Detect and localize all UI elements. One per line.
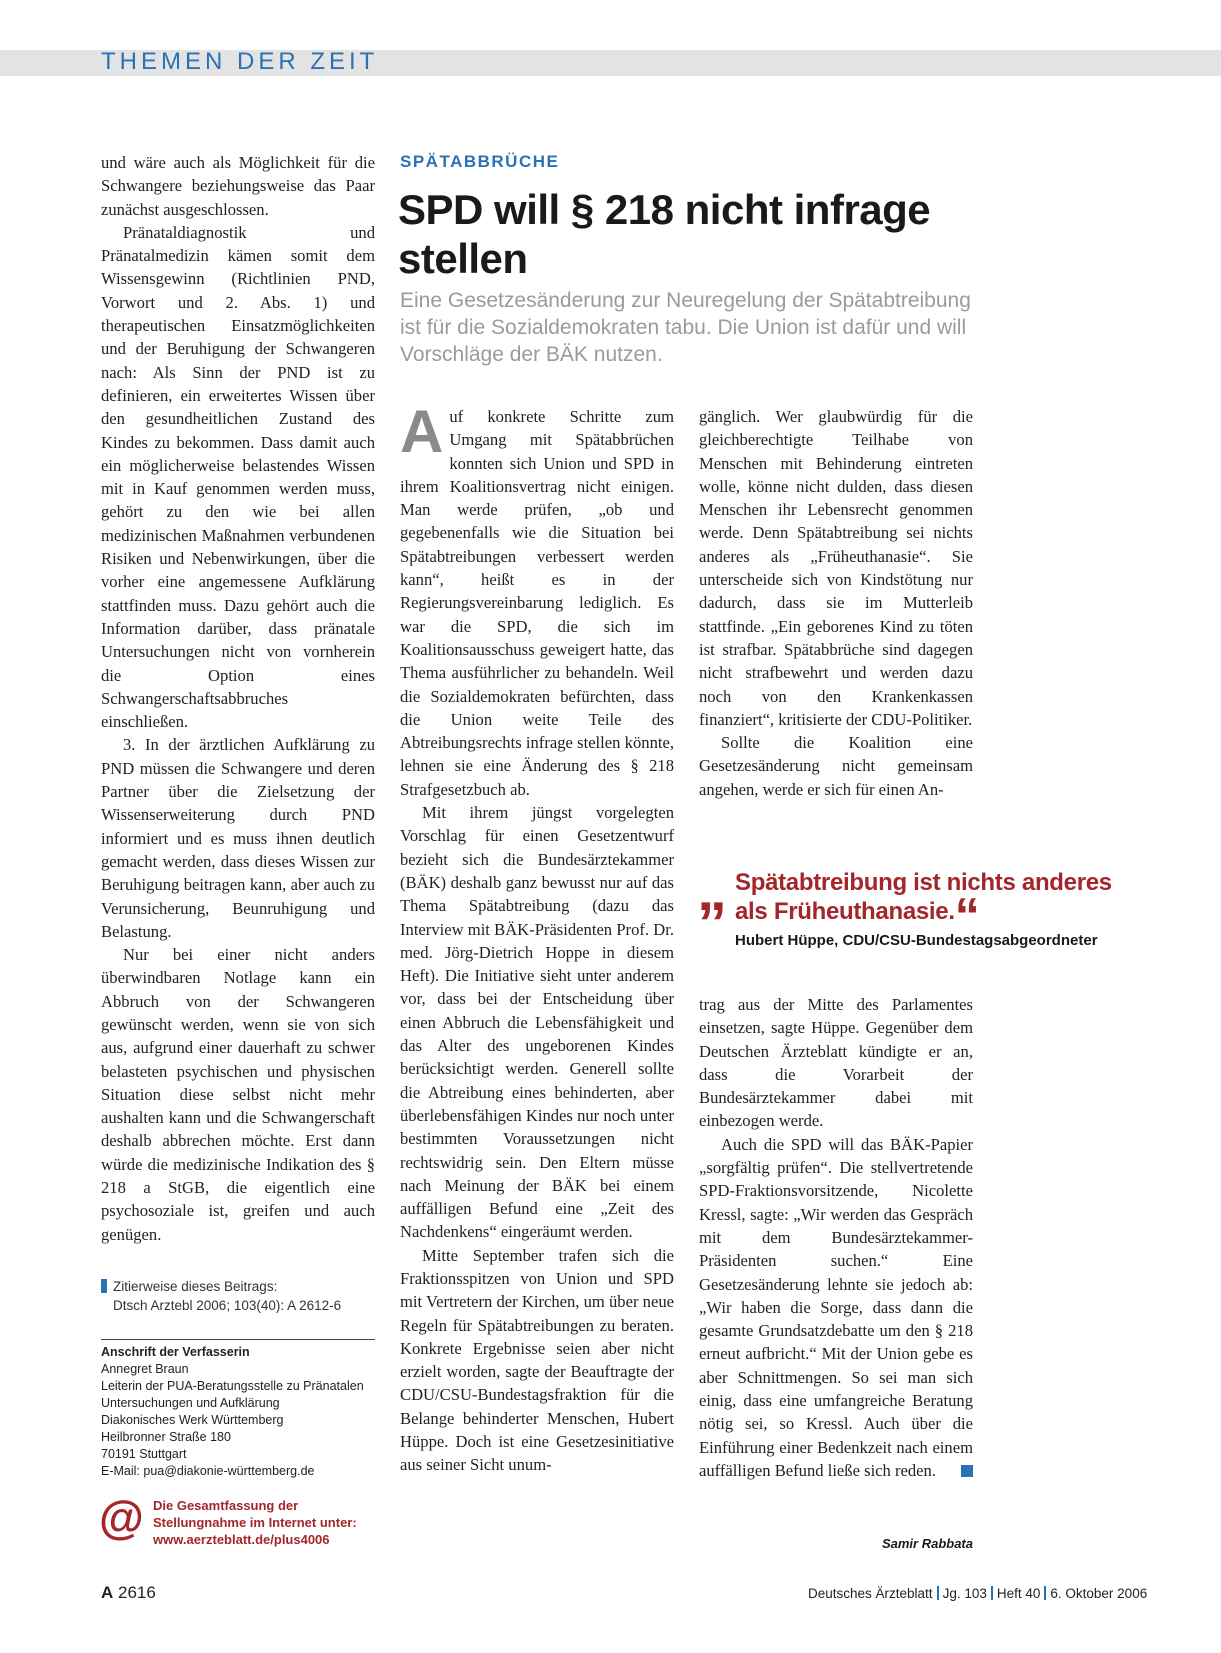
citation bbox=[101, 1277, 375, 1315]
article-subhead: Eine Gesetzesänderung zur Neuregelung der Spätabtreibung ist für die Sozialdemokraten tabu. Die Union ist dafür und will Vorschläge der BÄK nutzen. bbox=[400, 289, 971, 366]
paragraph: Nur bei einer nicht anders überwindbaren Notlage kann ein Abbruch von der Schwangeren gewünscht werden, wenn sie von sich aus, aufgrund einer dauerhaft zu schwer belasteten psychischen und physischen Situation diese selbst nicht mehr aushalten kann und die Schwangerschaft deshalb abbrechen möchte. Erst dann würde die medizinische Indikation des § 218 a StGB, die eigentlich eine psychosoziale ist, greifen und auch genügen. bbox=[101, 945, 375, 1244]
address-line: Untersuchungen und Aufklärung bbox=[101, 1396, 280, 1410]
address-line: E-Mail: pua@diakonie-württemberg.de bbox=[101, 1464, 315, 1478]
column-3-bottom bbox=[699, 993, 973, 1482]
page-number-value: 2616 bbox=[118, 1583, 156, 1602]
quote-text: Spätabtreibung ist nichts anderes als Früheuthanasie. bbox=[735, 869, 1112, 925]
journal-footer bbox=[808, 1586, 1147, 1601]
web-note: Die Gesamtfassung der Stellungnahme im Internet unter: www.aerzteblatt.de/plus4006 bbox=[153, 1498, 357, 1547]
quote-open-mark: „ bbox=[697, 856, 727, 923]
drop-cap: A bbox=[400, 398, 444, 465]
article-kicker: SPÄTABBRÜCHE bbox=[400, 152, 560, 171]
column-2 bbox=[400, 398, 674, 1477]
column-3-top bbox=[699, 405, 973, 801]
article-author: Samir Rabbata bbox=[881, 1536, 973, 1551]
citation-line-1: Zitierweise dieses Beitrags: bbox=[113, 1279, 278, 1294]
address-divider bbox=[101, 1339, 375, 1340]
paragraph-text: Auch die SPD will das BÄK-Papier „sorgfältig prüfen“. Die stellvertretende SPD-Fraktionsvorsitzende, Nicolette Kressl, sagte: „Wir werden das Gespräch mit dem Bundesärztekammer-Präsidenten suchen.“ Eine Gesetzesänderung lehnte sie jedoch ab: „Wir haben die Sorge, dass dann die gesamte Grundsatzdebatte um den § 218 erneut aufbricht.“ Mit der Union gebe es aber Schnittmengen. So sei man sich einig, dass eine umfangreiche Beratung nötig sei, so Kressl. Auch über die Einführung einer Bedenkzeit nach einem auffälligen Befund ließe sich reden. bbox=[699, 1134, 973, 1480]
paragraph: Pränataldiagnostik und Pränatalmedizin kämen somit dem Wissensgewinn (Richtlinien PND, Vorwort und 2. Abs. 1) und therapeutischen Einsatzmöglichkeiten und der Beruhigung der Schwangeren nach: Als Sinn der PND ist zu definieren, ein erweitertes Wissen über den gesundheitlichen Zustand des Kindes zu bekommen. Dass damit auch ein möglicherweise belastendes Wissen mit in Kauf genommen werden muss, gehört zu den wie bei allen medizinischen Maßnahmen verbundenen Risiken und Nebenwirkungen, über die vorher eine angemessene Aufklärung stattfinden muss. Dazu gehört auch die Information darüber, dass pränatale Untersuchungen nicht von vornherein die Option eines Schwangerschaftsabbruches einschließen. bbox=[101, 222, 375, 732]
quote-close-mark: “ bbox=[954, 888, 980, 944]
paragraph: Mitte September trafen sich die Fraktionsspitzen von Union und SPD mit Vertretern der Kirchen, um über neue Regeln für Spätabtreibungen zu beraten. Konkrete Ergebnisse seien aber nicht erzielt worden, sagte der Beauftragte der CDU/CSU-Bundestagsfraktion für die Belange behinderter Menschen, Hubert Hüppe. Doch ist eine Gesetzesinitiative aus seiner Sicht unum- bbox=[400, 1245, 674, 1475]
journal-date: 6. Oktober 2006 bbox=[1050, 1586, 1148, 1601]
paragraph: Sollte die Koalition eine Gesetzesänderung nicht gemeinsam angehen, werde er sich für einen An- bbox=[699, 733, 973, 799]
paragraph: trag aus der Mitte des Parlamentes einsetzen, sagte Hüppe. Gegenüber dem Deutschen Ärzteblatt kündigte er an, dass die Vorarbeit der Bundesärztekammer dabei mit einbezogen werde. bbox=[699, 995, 973, 1131]
page-number bbox=[101, 1583, 156, 1603]
journal-volume: Jg. 103 bbox=[942, 1586, 987, 1601]
journal-name: Deutsches Ärzteblatt bbox=[808, 1586, 933, 1601]
paragraph: und wäre auch als Möglichkeit für die Schwangere beziehungsweise das Paar zunächst ausgeschlossen. bbox=[101, 153, 375, 219]
address-heading: Anschrift der Verfasserin bbox=[101, 1345, 250, 1359]
paragraph bbox=[699, 1133, 973, 1482]
address-line: Heilbronner Straße 180 bbox=[101, 1430, 231, 1444]
footer-separator bbox=[937, 1586, 939, 1600]
address-line: Annegret Braun bbox=[101, 1362, 189, 1376]
article-headline: SPD will § 218 nicht infrage stellen bbox=[398, 186, 931, 282]
at-icon: @ bbox=[99, 1491, 144, 1543]
column-1 bbox=[101, 151, 375, 1246]
paragraph: Mit ihrem jüngst vorgelegten Vorschlag für einen Gesetzentwurf bezieht sich die Bundesärztekammer (BÄK) deshalb ganz bewusst nur auf das Thema Spätabtreibung (dazu das Interview mit BÄK-Präsidenten Prof. Dr. med. Jörg-Dietrich Hoppe in diesem Heft). Die Initiative sieht unter anderem vor, dass bei der Entscheidung über einen Abbruch die Lebensfähigkeit und das Alter des ungeborenen Kindes berücksichtigt werden. Generell sollte die Abtreibung eines behinderten, aber überlebensfähigen Kindes nur noch unter bestimmten Voraussetzungen nicht rechtswidrig sein. Den Eltern müsse nach Meinung der BÄK bei einem auffälligen Befund eine „Zeit des Nachdenkens“ eingeräumt werden. bbox=[400, 803, 674, 1242]
lead-text: uf konkrete Schritte zum Umgang mit Spätabbrüchen konnten sich Union und SPD in ihrem Koalitionsvertrag nicht einigen. Man werde prüfen, „ob und gegebenenfalls wie die Situation bei Spätabtreibungen verbessert werden kann“, heißt es in der Regierungsvereinbarung lediglich. Es war die SPD, die sich im Koalitionsausschuss geweigert hatte, das Thema ausführlicher zu behandeln. Weil die Sozialdemokraten befürchten, dass die Union weite Teile des Abtreibungsrechts infrage stellen könnte, lehnen sie eine Änderung des § 218 Strafgesetzbuch ab. bbox=[400, 407, 674, 799]
quote-source: Hubert Hüppe, CDU/CSU-Bundestagsabgeordneter bbox=[735, 932, 1098, 949]
lead-paragraph bbox=[400, 398, 674, 801]
author-address bbox=[101, 1344, 375, 1480]
footer-separator bbox=[991, 1586, 993, 1600]
page-prefix: A bbox=[101, 1583, 114, 1602]
address-line: Diakonisches Werk Württemberg bbox=[101, 1413, 284, 1427]
paragraph: gänglich. Wer glaubwürdig für die gleichberechtigte Teilhabe von Menschen mit Behinderung eintreten wolle, könne nicht dulden, dass diesen Menschen ihr Lebensrecht genommen werde. Denn Spätabtreibung sei nichts anderes als „Früheuthanasie“. Sie unterscheide sich von Kindstötung nur dadurch, dass sie im Mutterleib stattfinde. „Ein geborenes Kind zu töten ist strafbar. Spätabbrüche sind dagegen nicht strafbewehrt und werden dazu noch von den Krankenkassen finanziert“, kritisierte der CDU-Politiker. bbox=[699, 407, 973, 729]
end-mark-icon bbox=[961, 1465, 973, 1477]
address-line: Leiterin der PUA-Beratungsstelle zu Pränatalen bbox=[101, 1379, 364, 1393]
citation-line-2: Dtsch Arztebl 2006; 103(40): A 2612-6 bbox=[113, 1298, 342, 1313]
footer-separator bbox=[1044, 1586, 1046, 1600]
address-line: 70191 Stuttgart bbox=[101, 1447, 187, 1461]
paragraph: 3. In der ärztlichen Aufklärung zu PND müssen die Schwangere und deren Partner über die Zielsetzung der Wissenserweiterung durch PND informiert und es muss ihnen deutlich gemacht werden, dass dieses Wissen zur Beruhigung beitragen kann, aber auch zu Verunsicherung, Beunruhigung und Belastung. bbox=[101, 735, 375, 941]
section-label: THEMEN DER ZEIT bbox=[101, 48, 379, 75]
journal-issue: Heft 40 bbox=[996, 1586, 1041, 1601]
